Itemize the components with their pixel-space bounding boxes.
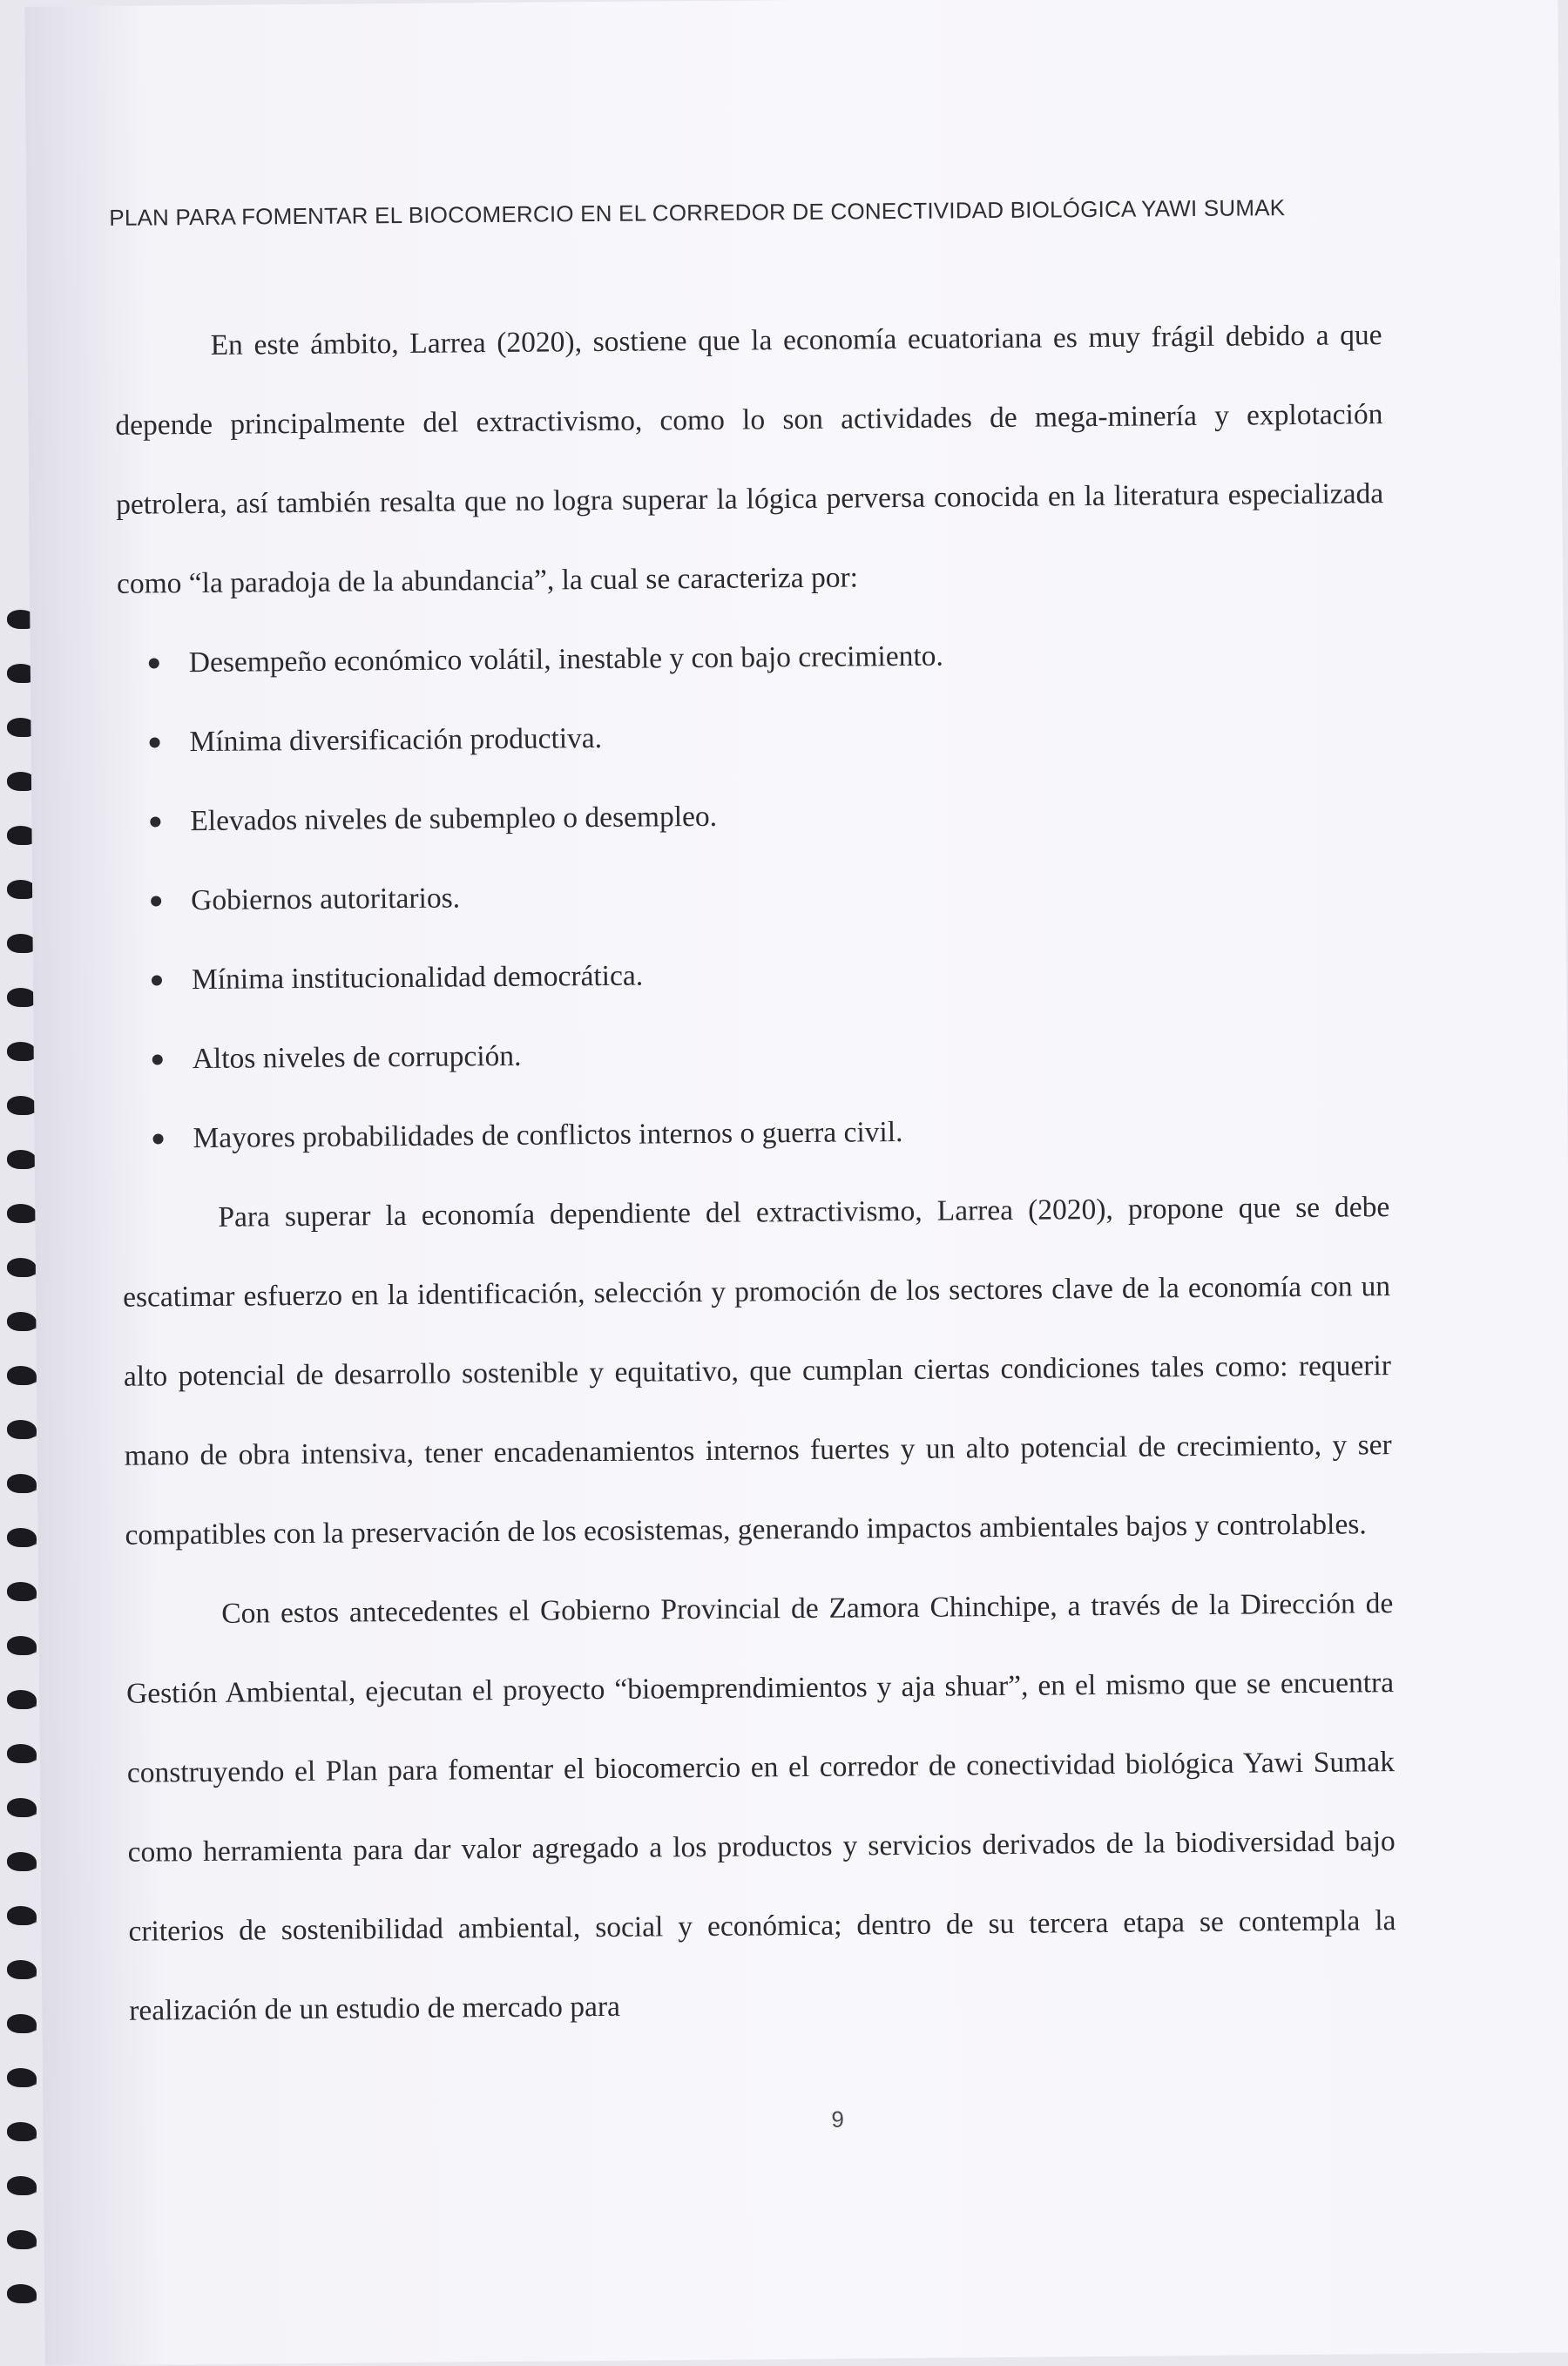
body-text <box>114 295 1396 2051</box>
running-header: PLAN PARA FOMENTAR EL BIOCOMERCIO EN EL CORREDOR DE CONECTIVIDAD BIOLÓGICA YAWI SUMAK <box>109 194 1286 231</box>
binding-coil <box>7 2176 37 2195</box>
list-item: Altos niveles de corrupción. <box>192 1009 1389 1098</box>
binding-coil <box>7 1258 37 1277</box>
bullet-list <box>117 612 1389 1179</box>
list-item: Mínima institucionalidad democrática. <box>192 930 1389 1019</box>
list-item: Gobiernos autoritarios. <box>191 850 1388 940</box>
binding-coil <box>7 988 37 1007</box>
binding-coil <box>7 1096 37 1115</box>
page-number: 9 <box>831 2106 845 2133</box>
paragraph: Con estos antecedentes el Gobierno Provincial de Zamora Chinchipe, a través de la Dirección de Gestión Ambiental, ejecutan el proyecto “bioemprendimientos y aja shuar”, en el mismo que se encuentra construyendo el Plan para fomentar el biocomercio en el corredor de conectividad biológica Yawi Sumak como herramienta para dar valor agregado a los productos y servicios derivados de la biodiversidad bajo criterios de sostenibilidad ambiental, social y económica; dentro de su tercera etapa se contempla la realización de un estudio de mercado para <box>125 1587 1396 2027</box>
binding-coil <box>7 1312 37 1331</box>
binding-coil <box>7 2122 37 2141</box>
binding-coil <box>7 1906 37 1925</box>
binding-coil <box>7 2284 37 2303</box>
paragraph: En este ámbito, Larrea (2020), sostiene que la economía ecuatoriana es muy frágil debido a que depende principalmente del extractivismo, como lo son actividades de mega-minería y explotación petrolera, así también resalta que no logra superar la lógica perversa conocida en la literatura especializada como “la paradoja de la abundancia”, la cual se caracteriza por: <box>115 319 1384 600</box>
binding-coil <box>7 1420 37 1439</box>
binding-coil <box>7 1960 37 1979</box>
list-item: Desempeño económico volátil, inestable y con bajo crecimiento. <box>188 612 1385 702</box>
binding-coil <box>7 1744 37 1763</box>
binding-coil <box>7 1474 37 1493</box>
document-page <box>24 0 1568 2366</box>
binding-coil <box>7 1690 37 1709</box>
binding-coil <box>7 2068 37 2087</box>
binding-coil <box>7 1366 37 1385</box>
binding-coil <box>7 1204 37 1223</box>
list-item: Elevados niveles de subempleo o desempleo. <box>190 771 1387 861</box>
binding-coil <box>7 2230 37 2249</box>
list-item: Mayores probabilidades de conflictos internos o guerra civil. <box>193 1088 1389 1178</box>
binding-coil <box>7 1636 37 1655</box>
binding-coil <box>7 1528 37 1547</box>
binding-coil <box>7 1150 37 1169</box>
binding-coil <box>7 1798 37 1817</box>
list-item: Mínima diversificación productiva. <box>189 692 1386 781</box>
paragraph: Para superar la economía dependiente del extractivismo, Larrea (2020), propone que se debe escatimar esfuerzo en la identificación, selección y promoción de los sectores clave de la economía con un alto potencial de desarrollo sostenible y equitativo, que cumplan ciertas condiciones tales como: requerir mano de obra intensiva, tener encadenamientos internos fuertes y un alto potencial de crecimiento, y ser compatibles con la preservación de los ecosistemas, generando impactos ambientales bajos y controlables. <box>122 1191 1392 1551</box>
binding-coil <box>7 1582 37 1601</box>
binding-coil <box>7 1852 37 1871</box>
binding-coil <box>7 2014 37 2033</box>
binding-coil <box>7 1042 37 1061</box>
